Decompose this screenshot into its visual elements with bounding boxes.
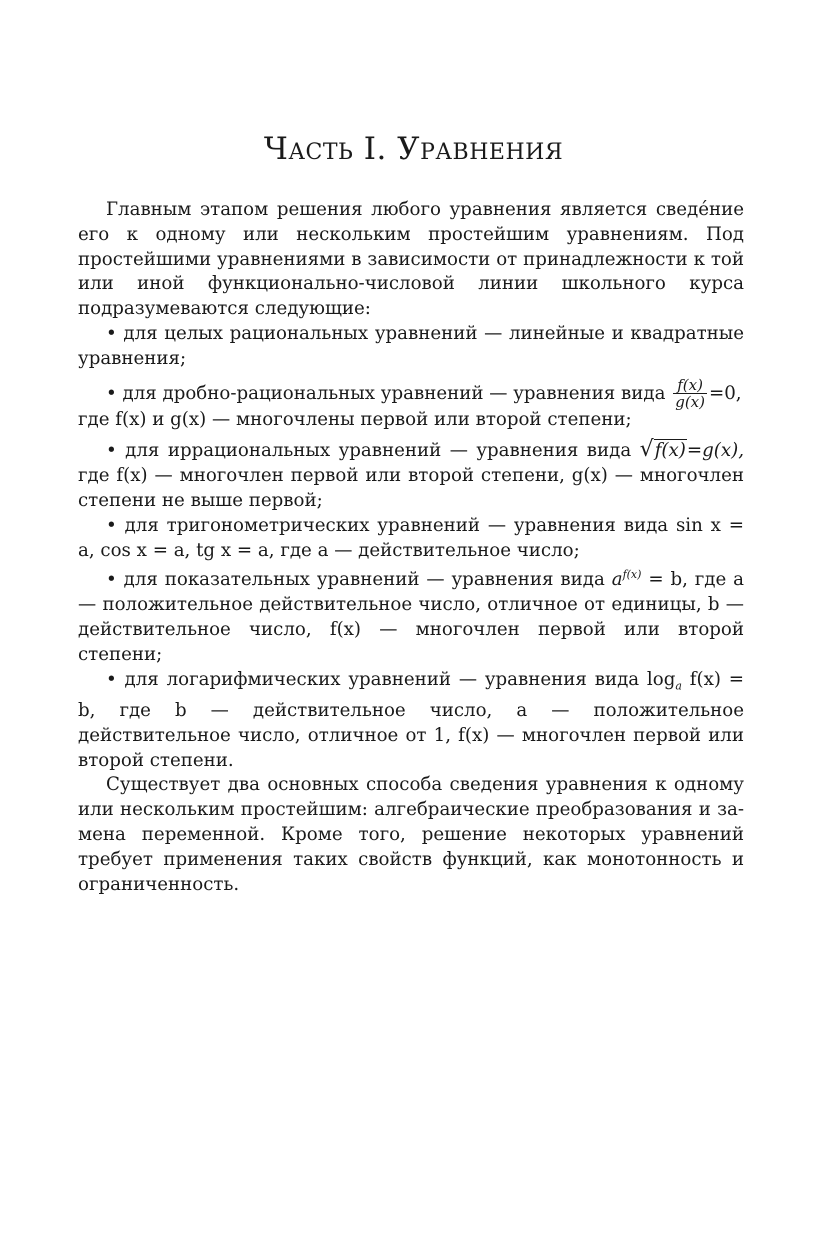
irrational-description: где f(x) — многочлен первой или второй степени, g(x) — многочлен степени не выше первой; [78, 465, 744, 511]
irrational-rhs: =g(x), [686, 440, 744, 462]
exponential-base: a [611, 569, 623, 591]
logarithmic-intro: • для логарифмических уравнений — уравнения вида log [106, 668, 676, 690]
list-item-exponential [78, 563, 744, 667]
sqrt-icon: √ [639, 437, 654, 463]
logarithmic-description: f(x) = b, где b — действительное число, a — положительное действительное число, отличное от 1, f(x) — многочлен первой или второй степени. [78, 668, 745, 771]
logarithm-base: a [675, 679, 682, 693]
list-item-irrational [78, 438, 744, 513]
fraction [673, 377, 707, 410]
fraction-denominator: g(x) [675, 393, 705, 412]
body-text [78, 198, 744, 897]
intro-paragraph: Главным этапом решения любого уравнения является сведе́ние его к одному или нескольким простейшим уравнениям. Под простейшими уравнениями в зависимости от принадлежности к той или иной функционально-числовой линии школьного курса подразумеваются следующие: [78, 199, 744, 320]
fraction-numerator: f(x) [673, 377, 707, 394]
page-title: Часть I. Уравнения [263, 130, 564, 167]
exponential-intro: • для показательных уравнений — уравнения вида [106, 569, 612, 591]
sqrt-radicand: f(x) [654, 440, 686, 462]
irrational-intro: • для иррациональных уравнений — уравнения вида [106, 440, 640, 462]
fractional-intro: • для дробно-рациональных уравнений — уравнения вида [106, 382, 672, 404]
exponential-description: = b, где a — положительное действительное число, отличное от единицы, b — действительное число, f(x) — многочлен первой или второй степени; [78, 569, 745, 665]
fraction-equals: =0, [708, 382, 742, 404]
list-item-logarithmic [78, 668, 744, 774]
fractional-description: где f(x) и g(x) — многочлены первой или второй степени; [78, 408, 632, 430]
list-item-rational: • для целых рациональных уравнений — линейные и квадратные уравнения; [78, 322, 744, 369]
exponential-power: f(x) [622, 568, 642, 582]
list-item-trigonometric: • для тригонометрических уравнений — уравнения вида sin x = a, cos x = a, tg x = a, где a — действительное число; [78, 514, 744, 561]
closing-paragraph: Существует два основных способа сведения уравнения к одному или нескольким простейшим: алгебраические преобразования и замена переменной. Кроме того, решение некоторых уравнений требует применения таких свойств функций, как монотонность и ограниченность. [78, 774, 744, 895]
